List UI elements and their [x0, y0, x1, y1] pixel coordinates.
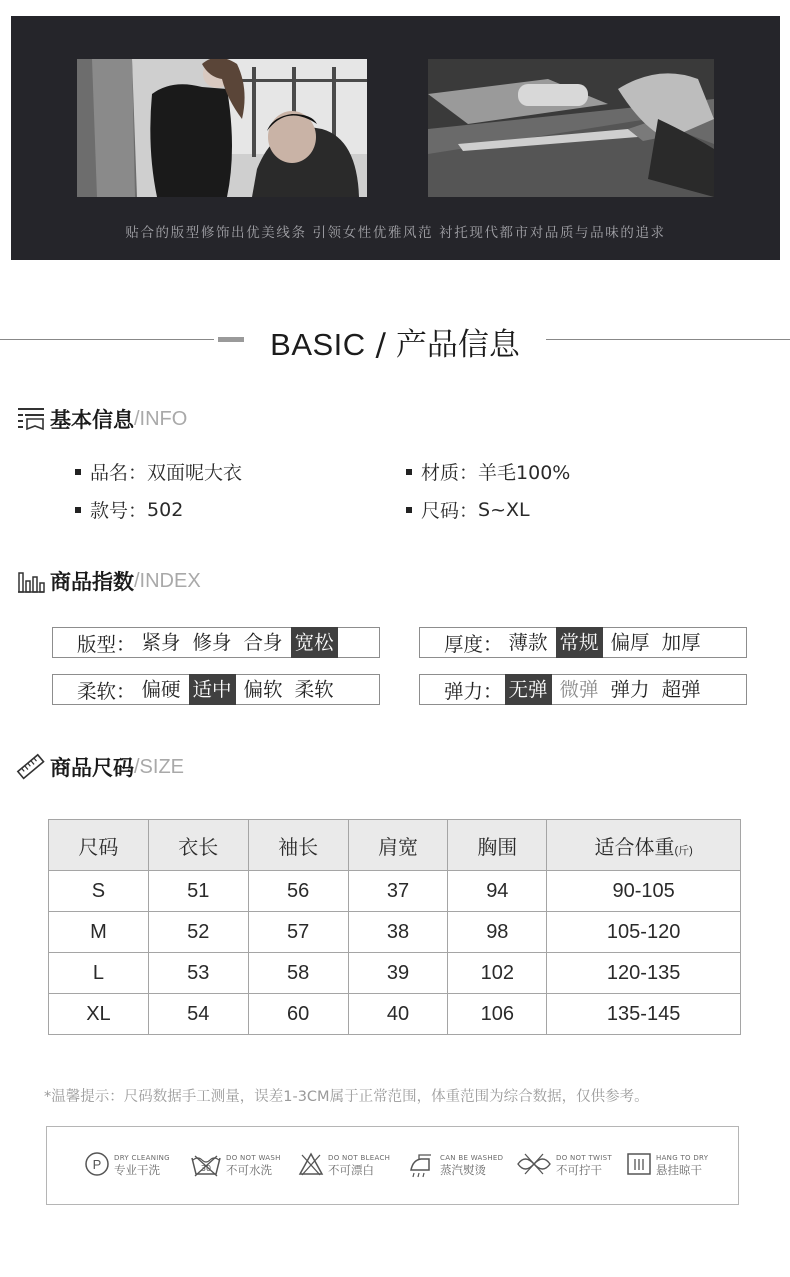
tailor-photo-1	[77, 59, 367, 197]
table-cell: 40	[348, 994, 448, 1035]
table-cell: 37	[348, 871, 448, 912]
hang-dry-icon	[625, 1150, 653, 1178]
care-no-wash	[189, 1150, 281, 1178]
table-row	[49, 953, 741, 994]
index-option: 加厚	[661, 631, 701, 654]
steam-iron-icon	[407, 1150, 437, 1178]
table-header-cell	[547, 820, 741, 871]
table-cell: S	[49, 871, 149, 912]
table-cell: M	[49, 912, 149, 953]
bullet-icon	[406, 469, 412, 475]
index-option-selected: 适中	[189, 674, 236, 705]
info-label: 尺码：	[421, 500, 479, 522]
size-table	[48, 819, 741, 1035]
table-header-cell: 尺码	[49, 820, 149, 871]
info-name	[75, 458, 242, 485]
table-cell: 38	[348, 912, 448, 953]
index-option-selected: 无弹	[505, 674, 552, 705]
info-label: 材质：	[421, 462, 479, 484]
index-softness	[52, 674, 380, 705]
size-heading-en: /SIZE	[134, 755, 185, 778]
bullet-icon	[75, 507, 81, 513]
table-cell: L	[49, 953, 149, 994]
index-option: 偏硬	[141, 678, 181, 701]
care-zh: 悬挂晾干	[656, 1163, 702, 1177]
list-tag-icon	[16, 405, 46, 433]
care-en: DO NOT BLEACH	[328, 1154, 391, 1162]
care-steam-iron	[407, 1150, 503, 1178]
bar-chart-icon	[16, 567, 46, 595]
title-en: BASIC	[270, 327, 366, 362]
table-header-cell: 袖长	[248, 820, 348, 871]
info-heading-zh: 基本信息	[50, 408, 134, 432]
table-cell: 56	[248, 871, 348, 912]
title-zh: 产品信息	[395, 327, 520, 363]
info-label: 品名：	[90, 462, 148, 484]
index-thickness	[419, 627, 747, 658]
table-row	[49, 994, 741, 1035]
care-instructions	[46, 1126, 739, 1205]
size-note: *温馨提示：尺码数据手工测量，误差1-3CM属于正常范围，体重范围为综合数据，仅供参考。	[44, 1089, 649, 1105]
weight-unit: (斤)	[674, 844, 693, 857]
index-elasticity	[419, 674, 747, 705]
no-wash-icon	[189, 1150, 223, 1178]
info-value: 羊毛100%	[478, 462, 571, 484]
table-cell: 51	[148, 871, 248, 912]
care-zh: 蒸汽熨烫	[440, 1163, 486, 1177]
banner-caption: 贴合的版型修饰出优美线条 引领女性优雅风范 衬托现代都市对品质与品味的追求	[125, 225, 666, 241]
info-heading	[16, 404, 187, 434]
table-cell: 94	[448, 871, 547, 912]
index-heading	[16, 566, 201, 596]
info-value: S~XL	[478, 498, 530, 521]
dry-clean-icon	[83, 1150, 111, 1178]
care-zh: 专业干洗	[114, 1163, 160, 1177]
table-cell: 120-135	[547, 953, 741, 994]
care-dry-clean	[83, 1150, 170, 1178]
info-material	[406, 458, 570, 485]
care-en: HANG TO DRY	[656, 1154, 709, 1162]
table-cell: 54	[148, 994, 248, 1035]
table-cell: 58	[248, 953, 348, 994]
index-label: 版型：	[77, 632, 136, 656]
table-cell: 39	[348, 953, 448, 994]
info-value: 双面呢大衣	[147, 462, 243, 484]
care-zh: 不可水洗	[226, 1163, 272, 1177]
index-option: 偏厚	[610, 631, 650, 654]
bullet-icon	[75, 469, 81, 475]
info-size-range	[406, 496, 530, 523]
table-cell: 105-120	[547, 912, 741, 953]
index-option: 偏软	[243, 678, 283, 701]
size-heading	[16, 752, 184, 782]
index-heading-zh: 商品指数	[50, 570, 134, 594]
table-cell: 53	[148, 953, 248, 994]
index-fit	[52, 627, 380, 658]
index-option: 柔软	[294, 678, 334, 701]
index-option: 超弹	[661, 678, 701, 701]
tailor-photo-2	[428, 59, 714, 197]
care-zh: 不可拧干	[556, 1163, 602, 1177]
index-label: 弹力：	[444, 679, 503, 703]
table-cell: 52	[148, 912, 248, 953]
info-value: 502	[147, 498, 184, 521]
size-heading-zh: 商品尺码	[50, 756, 134, 780]
svg-text:30: 30	[200, 1164, 212, 1173]
ruler-icon	[16, 753, 46, 781]
table-header-cell: 肩宽	[348, 820, 448, 871]
care-no-twist	[515, 1150, 612, 1178]
index-option: 微弹	[559, 678, 599, 701]
index-option-selected: 常规	[556, 627, 603, 658]
index-option: 弹力	[610, 678, 650, 701]
table-cell: 98	[448, 912, 547, 953]
care-en: CAN BE WASHED	[440, 1154, 504, 1162]
section-title	[0, 316, 790, 362]
svg-text:P: P	[92, 1157, 102, 1172]
no-twist-icon	[515, 1150, 553, 1178]
care-no-bleach	[297, 1150, 390, 1178]
weight-header: 适合体重	[594, 836, 675, 859]
care-en: DRY CLEANING	[114, 1154, 170, 1162]
care-en: DO NOT WASH	[226, 1154, 281, 1162]
index-label: 厚度：	[444, 632, 503, 656]
index-option: 合身	[243, 631, 283, 654]
table-row	[49, 912, 741, 953]
table-cell: 60	[248, 994, 348, 1035]
index-option: 薄款	[508, 631, 548, 654]
care-hang-dry	[625, 1150, 708, 1178]
table-cell: 102	[448, 953, 547, 994]
info-style-no	[75, 496, 183, 523]
banner	[11, 16, 780, 260]
table-cell: 135-145	[547, 994, 741, 1035]
table-cell: XL	[49, 994, 149, 1035]
info-heading-en: /INFO	[134, 407, 188, 430]
table-cell: 90-105	[547, 871, 741, 912]
care-zh: 不可漂白	[328, 1163, 374, 1177]
title-sep: /	[365, 327, 396, 363]
table-header-cell: 衣长	[148, 820, 248, 871]
bullet-icon	[406, 507, 412, 513]
index-option-selected: 宽松	[291, 627, 338, 658]
table-header-row	[49, 820, 741, 871]
index-heading-en: /INDEX	[134, 569, 201, 592]
index-option: 紧身	[141, 631, 181, 654]
table-cell: 106	[448, 994, 547, 1035]
index-option: 修身	[192, 631, 232, 654]
page-title	[0, 319, 790, 364]
table-header-cell: 胸围	[448, 820, 547, 871]
info-label: 款号：	[90, 500, 148, 522]
table-cell: 57	[248, 912, 348, 953]
index-label: 柔软：	[77, 679, 136, 703]
no-bleach-icon	[297, 1150, 325, 1178]
table-row	[49, 871, 741, 912]
care-en: DO NOT TWIST	[556, 1154, 612, 1162]
